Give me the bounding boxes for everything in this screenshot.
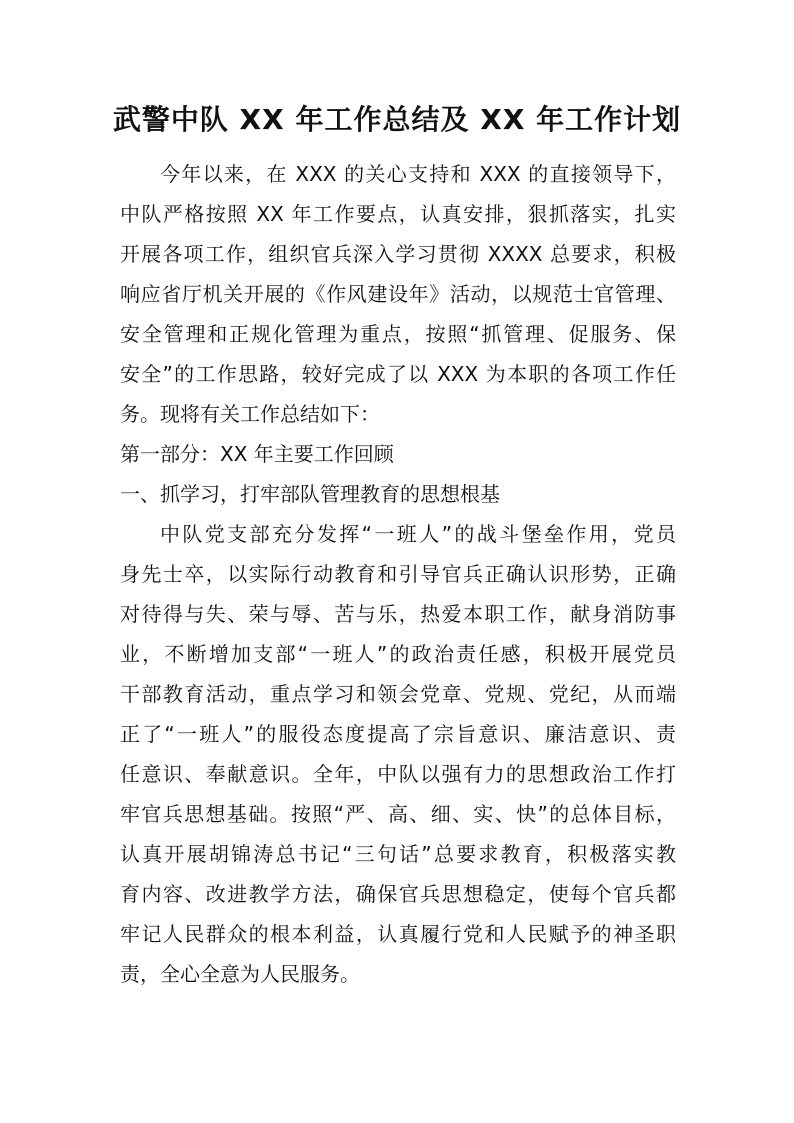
section-heading: 一、抓学习，打牢部队管理教育的思想根基 xyxy=(120,482,500,506)
intro-line: 今年以来，在 XXX 的关心支持和 XXX 的直接领导下， xyxy=(160,162,676,186)
intro-line: 安全管理和正规化管理为重点，按照“抓管理、促服务、保 xyxy=(120,322,676,346)
section-line: 责，全心全意为人民服务。 xyxy=(120,962,360,986)
section-line: 身先士卒，以实际行动教育和引导官兵正确认识形势，正确 xyxy=(120,562,676,586)
document-body xyxy=(120,154,676,994)
section-line: 正了“一班人”的服役态度提高了宗旨意识、廉洁意识、责 xyxy=(120,722,676,746)
intro-line: 开展各项工作，组织官兵深入学习贯彻 XXXX 总要求，积极 xyxy=(120,242,676,266)
intro-line: 安全”的工作思路，较好完成了以 XXX 为本职的各项工作任 xyxy=(120,362,676,386)
document-title: 武警中队 XX 年工作总结及 XX 年工作计划 xyxy=(112,103,682,136)
intro-line: 响应省厅机关开展的《作风建设年》活动，以规范士官管理、 xyxy=(120,282,676,306)
section-line: 育内容、改进教学方法，确保官兵思想稳定，使每个官兵都 xyxy=(120,882,676,906)
intro-line: 务。现将有关工作总结如下： xyxy=(120,402,380,426)
part-heading: 第一部分：XX 年主要工作回顾 xyxy=(120,442,394,466)
section-line: 干部教育活动，重点学习和领会党章、党规、党纪，从而端 xyxy=(120,682,676,706)
section-line: 牢官兵思想基础。按照“严、高、细、实、快”的总体目标， xyxy=(120,802,676,826)
section-line: 任意识、奉献意识。全年，中队以强有力的思想政治工作打 xyxy=(120,762,676,786)
section-line: 业，不断增加支部“一班人”的政治责任感，积极开展党员 xyxy=(120,642,676,666)
section-line: 牢记人民群众的根本利益，认真履行党和人民赋予的神圣职 xyxy=(120,922,676,946)
section-line: 对待得与失、荣与辱、苦与乐，热爱本职工作，献身消防事 xyxy=(120,602,676,626)
section-line: 中队党支部充分发挥“一班人”的战斗堡垒作用，党员 xyxy=(160,522,676,546)
section-line: 认真开展胡锦涛总书记“三句话”总要求教育，积极落实教 xyxy=(120,842,676,866)
intro-line: 中队严格按照 XX 年工作要点，认真安排，狠抓落实，扎实 xyxy=(120,202,676,226)
